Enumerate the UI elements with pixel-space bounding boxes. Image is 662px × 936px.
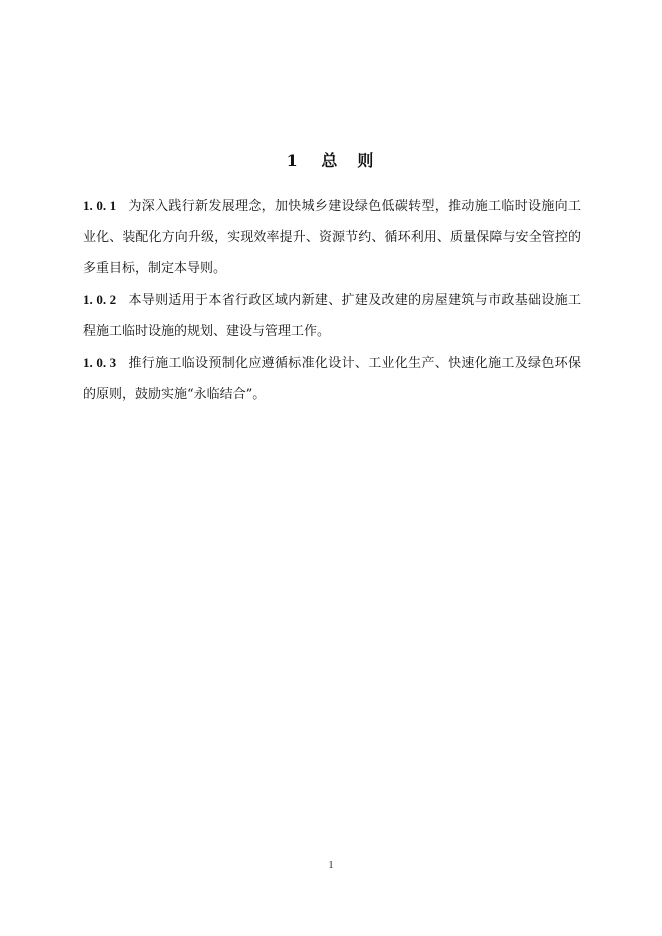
clause-1-0-3	[83, 347, 581, 410]
clause-text: 本导则适用于本省行政区域内新建、扩建及改建的房屋建筑与市政基础设施工程施工临时设施的规划、建设与管理工作。	[83, 293, 581, 339]
chapter-number: 1	[286, 151, 300, 170]
chapter-body	[83, 190, 581, 410]
clause-text: 为深入践行新发展理念，加快城乡建设绿色低碳转型，推动施工临时设施向工业化、装配化方向升级，实现效率提升、资源节约、循环利用、质量保障与安全管控的多重目标，制定本导则。	[83, 199, 581, 276]
clause-1-0-1	[83, 190, 581, 284]
page-number: 1	[328, 860, 334, 871]
clause-number: 1. 0. 2	[83, 292, 117, 307]
clause-1-0-2	[83, 284, 581, 347]
clause-text: 推行施工临设预制化应遵循标准化设计、工业化生产、快速化施工及绿色环保的原则，鼓励实施“永临结合”。	[83, 356, 581, 402]
clause-number: 1. 0. 3	[83, 355, 117, 370]
chapter-title	[0, 150, 662, 172]
chapter-heading: 总 则	[321, 151, 376, 170]
clause-number: 1. 0. 1	[83, 198, 117, 213]
